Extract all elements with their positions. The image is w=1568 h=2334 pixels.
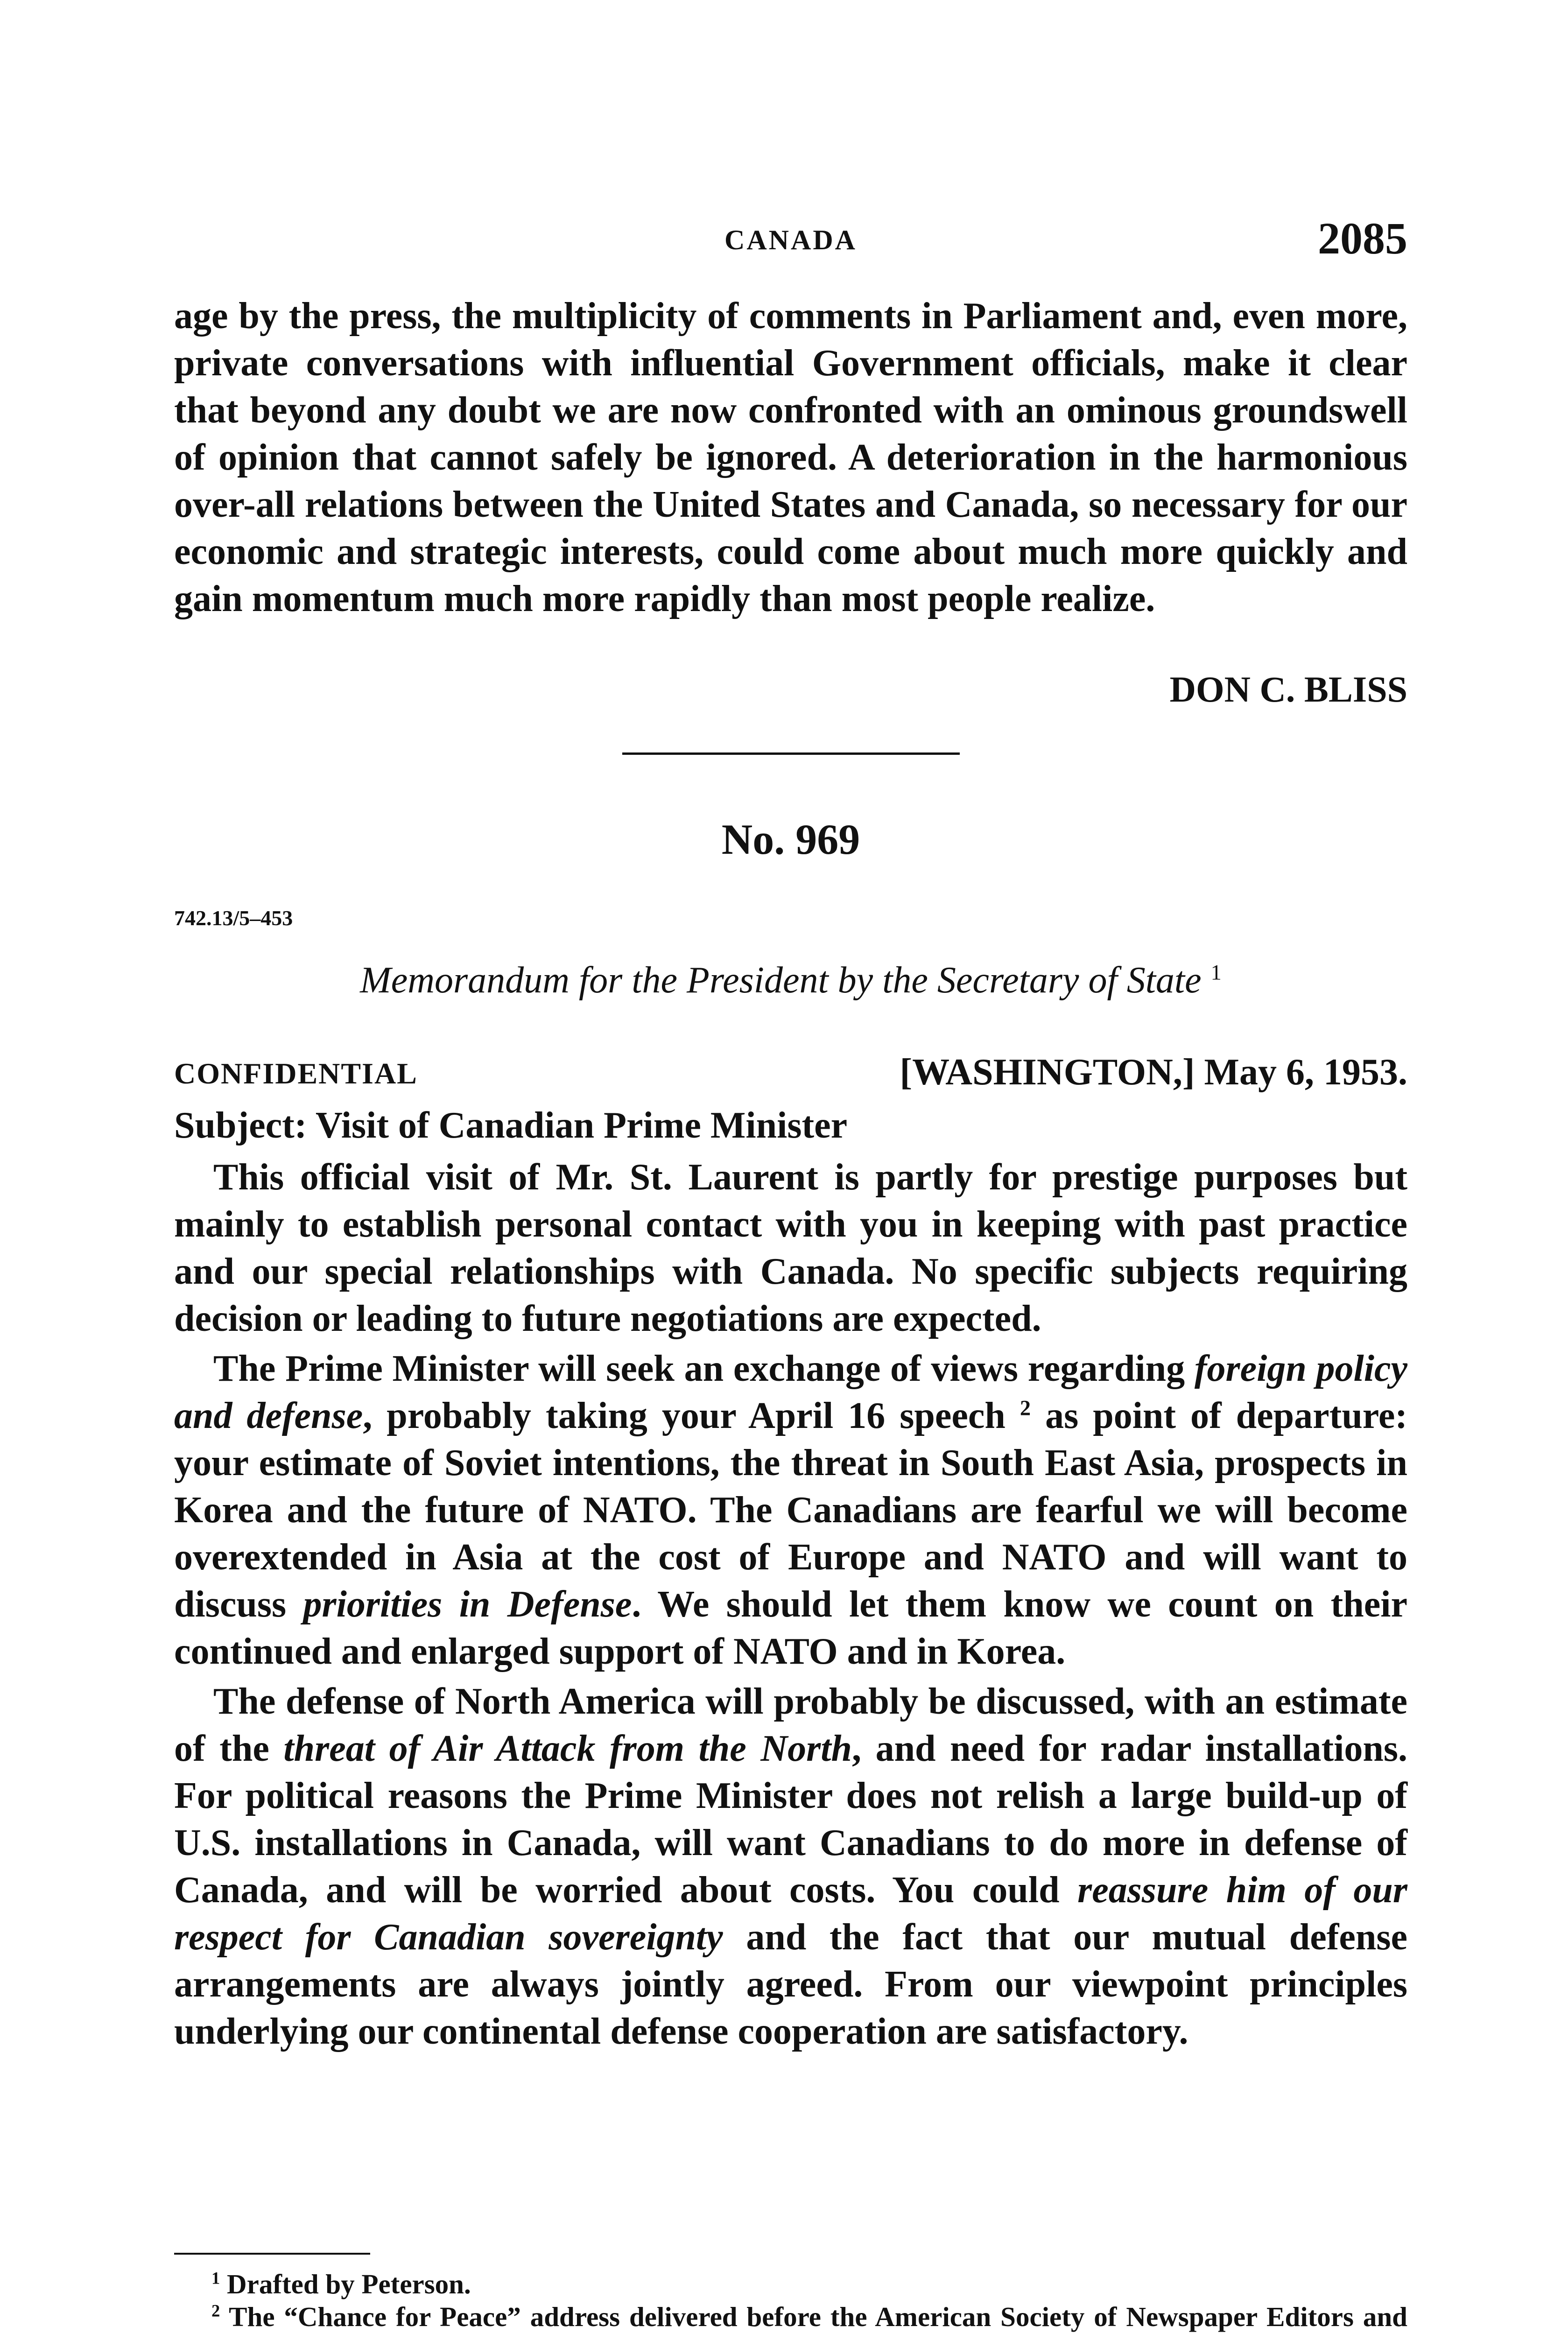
section-divider (622, 752, 960, 755)
footnote-2 (174, 2300, 1407, 2334)
p2-emphasis-priorities: priorities in Defense (303, 1584, 632, 1625)
subject-line: Subject: Visit of Canadian Prime Minister (174, 1105, 848, 1146)
footnote-1 (174, 2268, 1407, 2300)
document-number: No. 969 (721, 815, 860, 863)
memo-body (174, 1154, 1407, 2058)
footnote-ref-2: 2 (1020, 1396, 1031, 1420)
p3-emphasis-sovereignty: reassure him of our respect for Canadian sovereignty (174, 1870, 1407, 1958)
footnote-divider (174, 2253, 370, 2255)
p3-emphasis-air-attack: threat of Air Attack from the North (283, 1728, 852, 1769)
footnote-1-mark: 1 (211, 2268, 220, 2288)
p2-text-c: , probably taking your April 16 speech (363, 1395, 1020, 1436)
footnotes (174, 2268, 1407, 2334)
p3-text-e: and the fact that our mutual defense arrangements are always jointly agreed. From our viewpoint principles underlying our continental defense cooperation are satisfactory. (174, 1917, 1407, 2052)
running-title: CANADA (724, 225, 857, 255)
file-reference: 742.13/5–453 (174, 906, 293, 930)
body-paragraph-3 (174, 1678, 1407, 2055)
body-paragraph-1: This official visit of Mr. St. Laurent is partly for prestige purposes but mainly to establish personal contact with you in keeping with past practice and our special relationships with Canada. No specific subjects requiring decision or leading to future negotiations are expected. (174, 1157, 1407, 1339)
footnote-2-mark: 2 (211, 2301, 220, 2320)
body-paragraph-2 (174, 1345, 1407, 1675)
footnote-1-text: Drafted by Peterson. (220, 2269, 471, 2299)
p2-text-d: as point of departure: your estimate of Soviet intentions, the threat in South East Asia, prospects in Korea and the future of NATO. The Canadians are fearful we will become overextended in Asia at the cost of Europe and NATO and will want to discuss (174, 1395, 1408, 1625)
p3-text-c: , and need for radar installations. For political reasons the Prime Minister does not relish a large build-up of U.S. installations in Canada, will want Canadians to do more in defense of Canada, and will be worried about costs. You could (174, 1728, 1408, 1911)
memo-title (174, 959, 1407, 1002)
intro-paragraph: age by the press, the multiplicity of comments in Parliament and, even more, private conversations with influential Government officials, make it clear that beyond any doubt we are now confronted with an ominous groundswell of opinion that cannot safely be ignored. A deterioration in the harmonious over-all relations between the United States and Canada, so necessary for our economic and strategic interests, could come about much more quickly and gain momentum much more rapidly than most people realize. (174, 295, 1407, 619)
p2-emphasis-foreign-policy: foreign policy and defense (174, 1348, 1408, 1436)
footnote-2-text-a: The “Chance for Peace” address delivered before the American Society of Newspaper Editors and (229, 2301, 1407, 2332)
classification-label: CONFIDENTIAL (174, 1057, 418, 1090)
running-head (174, 212, 1407, 268)
memo-title-text: Memorandum for the President by the Secretary of State (360, 960, 1202, 1001)
p2-text-a: The Prime Minister will seek an exchange of views regarding (213, 1348, 1195, 1389)
p2-text-f: . We should let them know we count on their continued and enlarged support of NATO and in Korea. (174, 1584, 1407, 1672)
p3-text-a: The defense of North America will probably be discussed, with an estimate of the (174, 1681, 1407, 1769)
signature: DON C. BLISS (1169, 669, 1407, 710)
page-number: 2085 (1318, 213, 1407, 263)
footnote-ref-1: 1 (1210, 961, 1222, 985)
place-date: [WASHINGTON,] May 6, 1953. (900, 1052, 1407, 1093)
